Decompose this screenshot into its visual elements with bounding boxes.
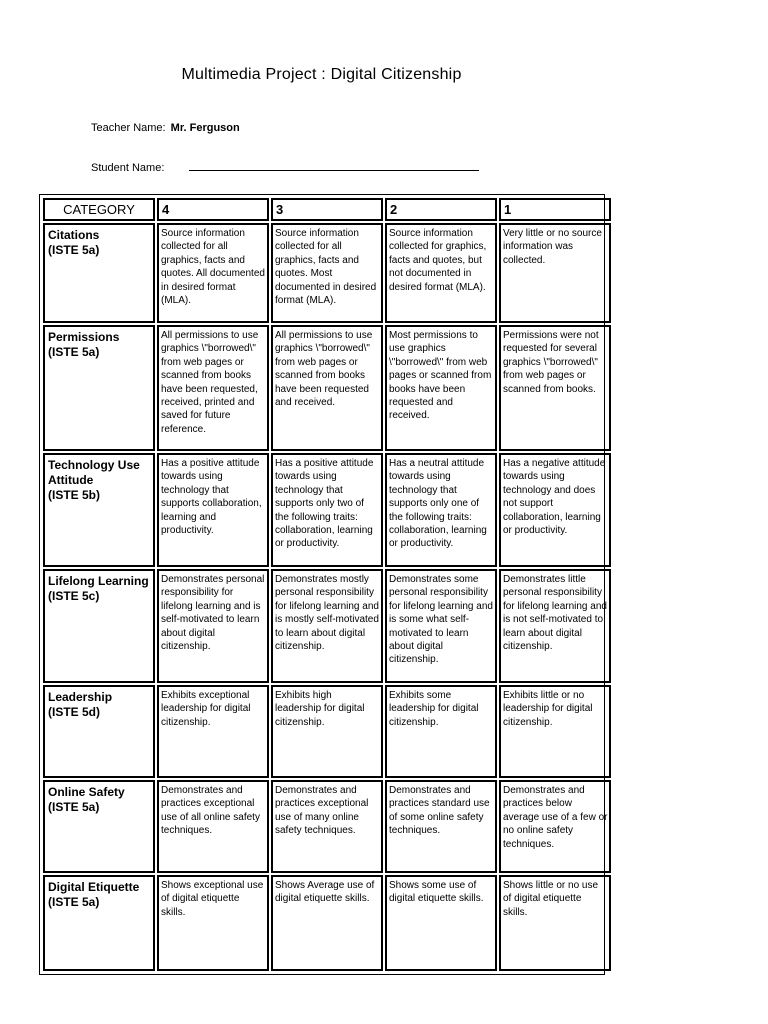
- header-score-3: 3: [271, 198, 383, 221]
- category-standard: (ISTE 5c): [48, 589, 100, 603]
- teacher-name-value: Mr. Ferguson: [170, 122, 240, 134]
- rubric-header-row: [43, 198, 611, 221]
- category-name: Permissions: [48, 330, 120, 344]
- category-name: Citations: [48, 228, 100, 242]
- criteria-cell: Has a negative attitude towards using technology and does not support collaboration, learning or productivity.: [499, 453, 611, 567]
- criteria-cell: Source information collected for all graphics, facts and quotes. All documented in desired format (MLA).: [157, 223, 269, 323]
- rubric-row-permissions: [43, 325, 611, 451]
- criteria-cell: Exhibits little or no leadership for digital citizenship.: [499, 685, 611, 778]
- rubric-row-digital-etiquette: [43, 875, 611, 971]
- criteria-cell: Shows little or no use of digital etiquette skills.: [499, 875, 611, 971]
- header-score-2: 2: [385, 198, 497, 221]
- criteria-cell: Exhibits exceptional leadership for digital citizenship.: [157, 685, 269, 778]
- criteria-cell: Most permissions to use graphics \"borrowed\" from web pages or scanned from books have been requested and received.: [385, 325, 497, 451]
- criteria-cell: Source information collected for graphics, facts and quotes, but not documented in desired format (MLA).: [385, 223, 497, 323]
- rubric-row-leadership: [43, 685, 611, 778]
- criteria-cell: Demonstrates and practices standard use of some online safety techniques.: [385, 780, 497, 873]
- criteria-cell: Has a positive attitude towards using technology that supports collaboration, learning and productivity.: [157, 453, 269, 567]
- criteria-cell: Demonstrates and practices below average use of a few or no online safety techniques.: [499, 780, 611, 873]
- category-standard: (ISTE 5a): [48, 800, 100, 814]
- category-standard: (ISTE 5a): [48, 345, 100, 359]
- category-cell: [43, 875, 155, 971]
- student-name-label: Student Name:: [91, 162, 165, 174]
- category-name: Leadership: [48, 690, 113, 704]
- category-name: Technology Use Attitude: [48, 458, 140, 487]
- criteria-cell: Permissions were not requested for several graphics \"borrowed\" from web pages or scanned from books.: [499, 325, 611, 451]
- rubric-row-citations: [43, 223, 611, 323]
- category-name: Digital Etiquette: [48, 880, 140, 894]
- criteria-cell: Exhibits some leadership for digital citizenship.: [385, 685, 497, 778]
- category-cell: [43, 780, 155, 873]
- header-category: CATEGORY: [43, 198, 155, 221]
- criteria-cell: Has a positive attitude towards using technology that supports only two of the following traits: collaboration, learning or productivity.: [271, 453, 383, 567]
- student-name-row: [91, 162, 479, 174]
- teacher-name-row: [91, 122, 240, 134]
- criteria-cell: All permissions to use graphics \"borrowed\" from web pages or scanned from books have been requested and received.: [271, 325, 383, 451]
- rubric-row-technology-use-attitude: [43, 453, 611, 567]
- category-standard: (ISTE 5b): [48, 488, 101, 502]
- category-cell: [43, 325, 155, 451]
- rubric-row-online-safety: [43, 780, 611, 873]
- criteria-cell: Source information collected for all graphics, facts and quotes. Most documented in desired format (MLA).: [271, 223, 383, 323]
- document-title: Multimedia Project : Digital Citizenship: [181, 66, 462, 83]
- category-standard: (ISTE 5a): [48, 895, 100, 909]
- header-score-1: 1: [499, 198, 611, 221]
- teacher-name-label: Teacher Name:: [91, 122, 166, 134]
- criteria-cell: Shows Average use of digital etiquette skills.: [271, 875, 383, 971]
- rubric-row-lifelong-learning: [43, 569, 611, 683]
- category-name: Lifelong Learning: [48, 574, 149, 588]
- criteria-cell: Demonstrates and practices exceptional use of all online safety techniques.: [157, 780, 269, 873]
- criteria-cell: Shows exceptional use of digital etiquette skills.: [157, 875, 269, 971]
- criteria-cell: Demonstrates little personal responsibility for lifelong learning and is not self-motivated to learn about digital citizenship.: [499, 569, 611, 683]
- category-standard: (ISTE 5a): [48, 243, 100, 257]
- criteria-cell: Demonstrates and practices exceptional use of many online safety techniques.: [271, 780, 383, 873]
- criteria-cell: Shows some use of digital etiquette skills.: [385, 875, 497, 971]
- category-cell: [43, 223, 155, 323]
- criteria-cell: Demonstrates mostly personal responsibility for lifelong learning and is mostly self-motivated to learn about digital citizenship.: [271, 569, 383, 683]
- criteria-cell: Exhibits high leadership for digital citizenship.: [271, 685, 383, 778]
- criteria-cell: Demonstrates some personal responsibility for lifelong learning and is some what self-motivated to learn about digital citizenship.: [385, 569, 497, 683]
- criteria-cell: Very little or no source information was collected.: [499, 223, 611, 323]
- category-cell: [43, 453, 155, 567]
- category-cell: [43, 569, 155, 683]
- category-standard: (ISTE 5d): [48, 705, 101, 719]
- rubric-table: [41, 196, 613, 973]
- category-name: Online Safety: [48, 785, 125, 799]
- criteria-cell: All permissions to use graphics \"borrowed\" from web pages or scanned from books have been requested, received, printed and saved for future reference.: [157, 325, 269, 451]
- category-cell: [43, 685, 155, 778]
- student-name-blank-line: [189, 163, 479, 171]
- criteria-cell: Demonstrates personal responsibility for lifelong learning and is self-motivated to learn about digital citizenship.: [157, 569, 269, 683]
- criteria-cell: Has a neutral attitude towards using technology that supports only one of the following traits: collaboration, learning or productivity.: [385, 453, 497, 567]
- header-score-4: 4: [157, 198, 269, 221]
- rubric-table-frame: [39, 194, 608, 975]
